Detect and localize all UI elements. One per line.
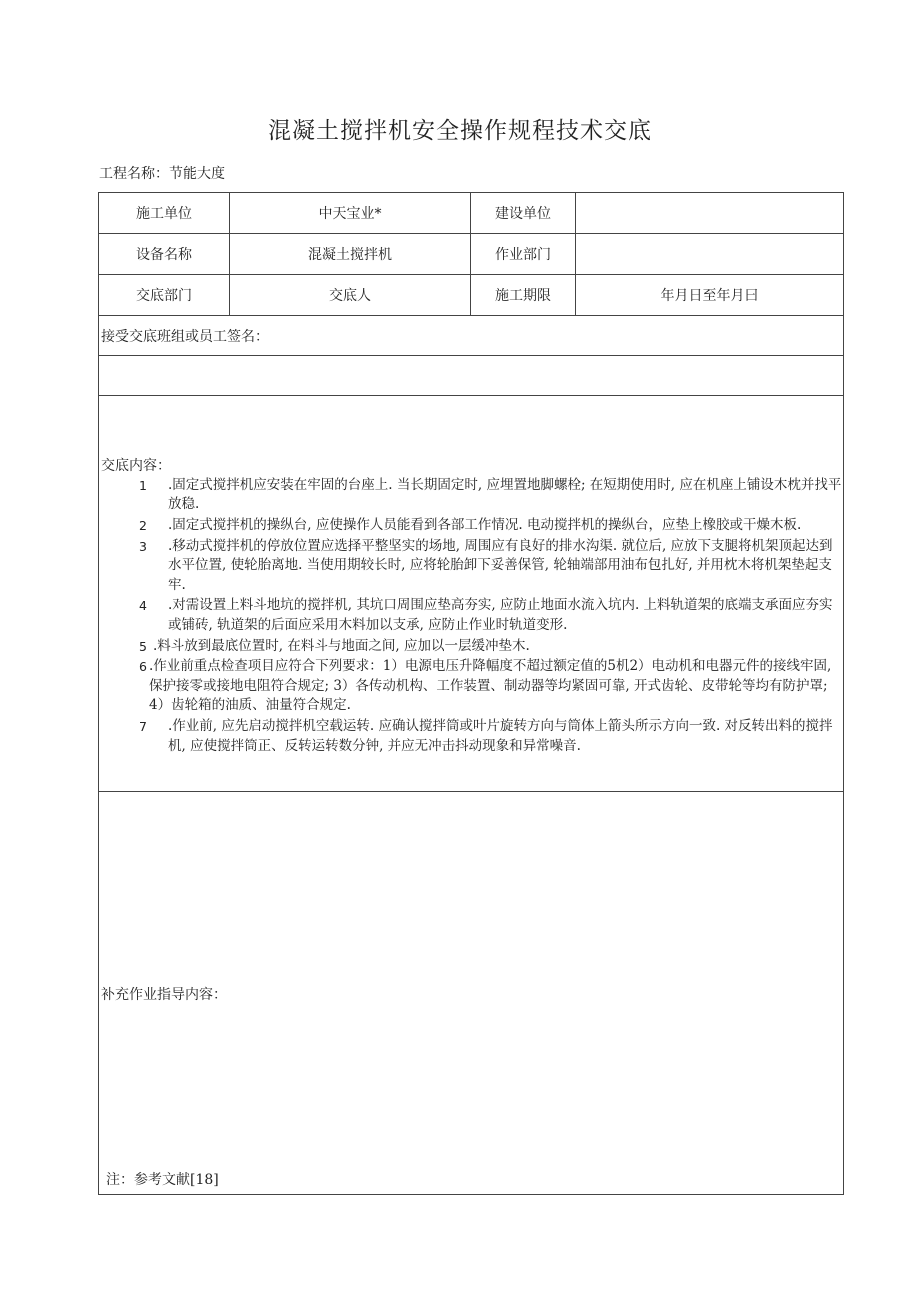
document-title: 混凝土搅拌机安全操作规程技术交底 — [268, 118, 652, 144]
construction-period-value: 年月日至年月曰 — [576, 275, 844, 316]
content-item — [101, 537, 843, 596]
item-text: .固定式搅拌机应安装在牢固的台座上. 当长期固定时, 应埋置地脚螺栓; 在短期使用时, 应在机座上铺设木枕并找平放稳. — [168, 476, 842, 513]
content-item — [101, 657, 843, 716]
discloser-label: 交底人 — [230, 275, 471, 316]
footnote: 注：参考文献[18] — [106, 1172, 219, 1188]
construction-unit-value: 中天宝业* — [230, 193, 471, 234]
item-text: .作业前, 应先启动搅拌机空载运转. 应确认搅拌筒或叶片旋转方向与筒体上箭头所示方向一致. 对反转出料的搅拌机, 应使搅拌筒正、反转运转数分钟, 并应无冲击抖动现象和异常噪音. — [168, 717, 833, 754]
item-number: 6 — [139, 659, 147, 675]
owner-unit-value — [576, 193, 844, 234]
supplement-section — [99, 792, 844, 1195]
equipment-name-label: 设备名称 — [99, 234, 230, 275]
content-item — [101, 516, 843, 536]
equipment-name-value: 混凝土搅拌机 — [230, 234, 471, 275]
disclosure-department-label: 交底部门 — [99, 275, 230, 316]
item-text: .固定式搅拌机的操纵台, 应使操作人员能看到各部工作情况. 电动搅拌机的操纵台，应垫上橡胶或干燥木板. — [168, 517, 802, 534]
work-department-value — [576, 234, 844, 275]
content-item — [101, 596, 843, 635]
item-text: .对需设置上料斗地坑的搅拌机, 其坑口周围应垫高夯实, 应防止地面水流入坑内. 上料轨道架的底端支承面应夯实或铺砖, 轨道架的后面应采用木料加以支承, 应防止作业时轨道变形. — [168, 597, 833, 633]
item-number: 5 — [139, 638, 147, 654]
construction-unit-label: 施工单位 — [99, 193, 230, 234]
construction-period-label: 施工期限 — [471, 275, 576, 316]
content-item — [101, 717, 843, 756]
item-text: .作业前重点检查项目应符合下列要求：1）电源电压升降幅度不超过额定值的5机2）电动机和电器元件的接线牢固, 保护接零或接地电阻符合规定; 3）各传动机构、工作装置、制动器等均紧固可靠, 开式齿轮、皮带轮等均有防护罩; 4）齿轮箱的油质、油量符合规定. — [149, 658, 832, 714]
disclosure-table — [98, 192, 844, 1195]
content-item — [101, 476, 843, 515]
item-text: .移动式搅拌机的停放位置应选择平整坚实的场地, 周围应有良好的排水沟渠. 就位后, 应放下支腿将机架顶起达到水平位置, 使轮胎离地. 当使用期较长时, 应将轮胎卸下妥善保管, 轮轴端部用油布包扎好, 并用枕木将机架垫起支牢. — [168, 537, 833, 593]
item-number: 7 — [139, 718, 147, 734]
signature-label: 接受交底班组或员工签名： — [99, 316, 844, 356]
owner-unit-label: 建设单位 — [471, 193, 576, 234]
content-item — [101, 637, 843, 657]
disclosure-content — [99, 396, 844, 792]
item-text: .料斗放到最底位置时, 在料斗与地面之间, 应加以一层缓冲垫木. — [153, 637, 530, 654]
item-number: 2 — [139, 518, 147, 534]
signature-area — [99, 356, 844, 396]
project-name: 工程名称：节能大度 — [99, 166, 225, 182]
supplement-label: 补充作业指导内容： — [101, 987, 227, 1003]
item-number: 1 — [139, 477, 147, 493]
item-number: 4 — [139, 598, 147, 614]
item-number: 3 — [139, 538, 147, 554]
work-department-label: 作业部门 — [471, 234, 576, 275]
content-label: 交底内容： — [101, 457, 171, 474]
